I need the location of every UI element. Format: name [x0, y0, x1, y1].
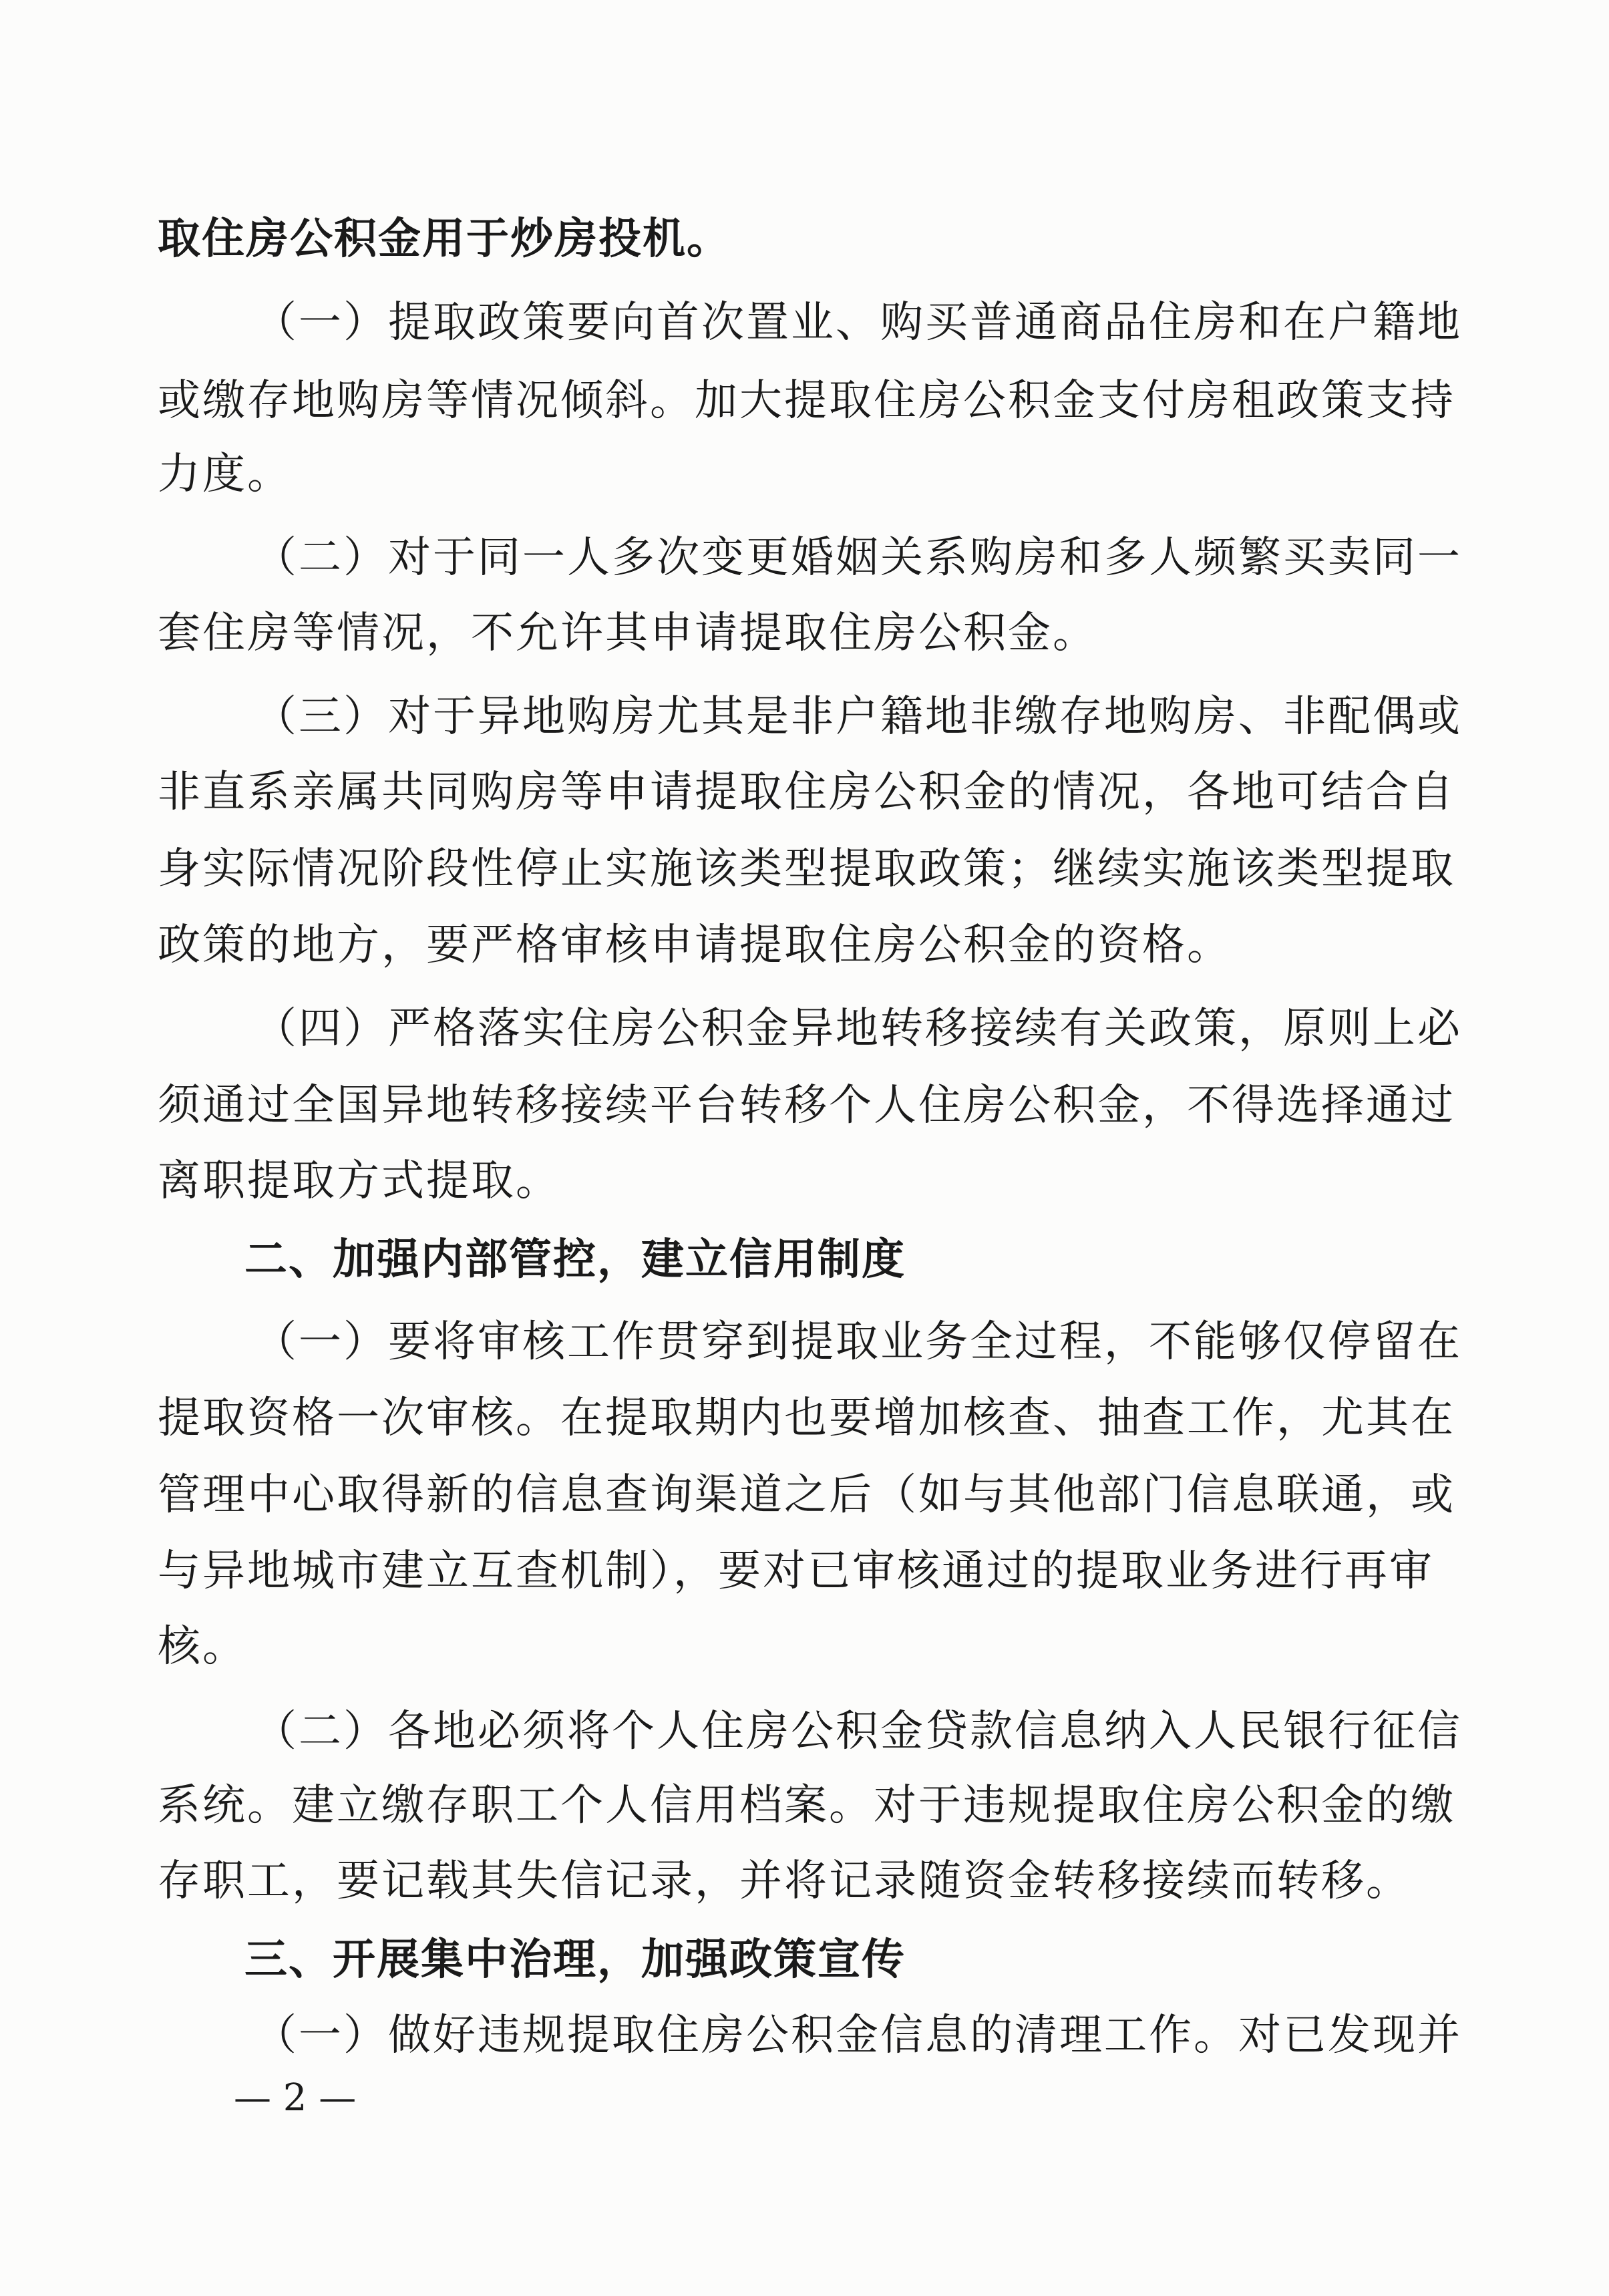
- text-line: 政策的地方，要严格审核申请提取住房公积金的资格。: [158, 921, 1232, 970]
- text-line: 系统。建立缴存职工个人信用档案。对于违规提取住房公积金的缴: [158, 1781, 1455, 1830]
- text-line: 须通过全国异地转移接续平台转移个人住房公积金，不得选择通过: [158, 1081, 1455, 1130]
- page-number: — 2 —: [234, 2076, 357, 2120]
- text-line: 身实际情况阶段性停止实施该类型提取政策；继续实施该类型提取: [158, 844, 1455, 894]
- text-line: 离职提取方式提取。: [158, 1156, 560, 1206]
- text-line: （一）提取政策要向首次置业、购买普通商品住房和在户籍地: [254, 298, 1462, 347]
- text-line: 核。: [158, 1622, 247, 1671]
- text-line: 存职工，要记载其失信记录，并将记录随资金转移接续而转移。: [158, 1856, 1411, 1906]
- text-line: （二）各地必须将个人住房公积金贷款信息纳入人民银行征信: [254, 1707, 1462, 1756]
- text-line: （二）对于同一人多次变更婚姻关系购房和多人频繁买卖同一: [254, 533, 1462, 583]
- text-line: （四）严格落实住房公积金异地转移接续有关政策，原则上必: [254, 1004, 1462, 1053]
- text-line: 与异地城市建立互查机制），要对已审核通过的提取业务进行再审: [158, 1546, 1434, 1596]
- text-line: 提取资格一次审核。在提取期内也要增加核查、抽查工作，尤其在: [158, 1393, 1455, 1443]
- text-line: 取住房公积金用于炒房投机。: [158, 214, 731, 264]
- text-line: 非直系亲属共同购房等申请提取住房公积金的情况，各地可结合自: [158, 768, 1455, 817]
- text-line: （一）做好违规提取住房公积金信息的清理工作。对已发现并: [254, 2011, 1462, 2060]
- text-line: （三）对于异地购房尤其是非户籍地非缴存地购房、非配偶或: [254, 692, 1462, 742]
- text-line: 力度。: [158, 450, 292, 499]
- text-line: 管理中心取得新的信息查询渠道之后（如与其他部门信息联通，或: [158, 1470, 1455, 1520]
- text-line: 或缴存地购房等情况倾斜。加大提取住房公积金支付房租政策支持: [158, 376, 1455, 426]
- section-heading: 二、加强内部管控，建立信用制度: [244, 1235, 906, 1285]
- text-line: （一）要将审核工作贯穿到提取业务全过程，不能够仅停留在: [254, 1317, 1462, 1367]
- text-line: 套住房等情况，不允许其申请提取住房公积金。: [158, 609, 1097, 658]
- section-heading: 三、开展集中治理，加强政策宣传: [244, 1935, 906, 1985]
